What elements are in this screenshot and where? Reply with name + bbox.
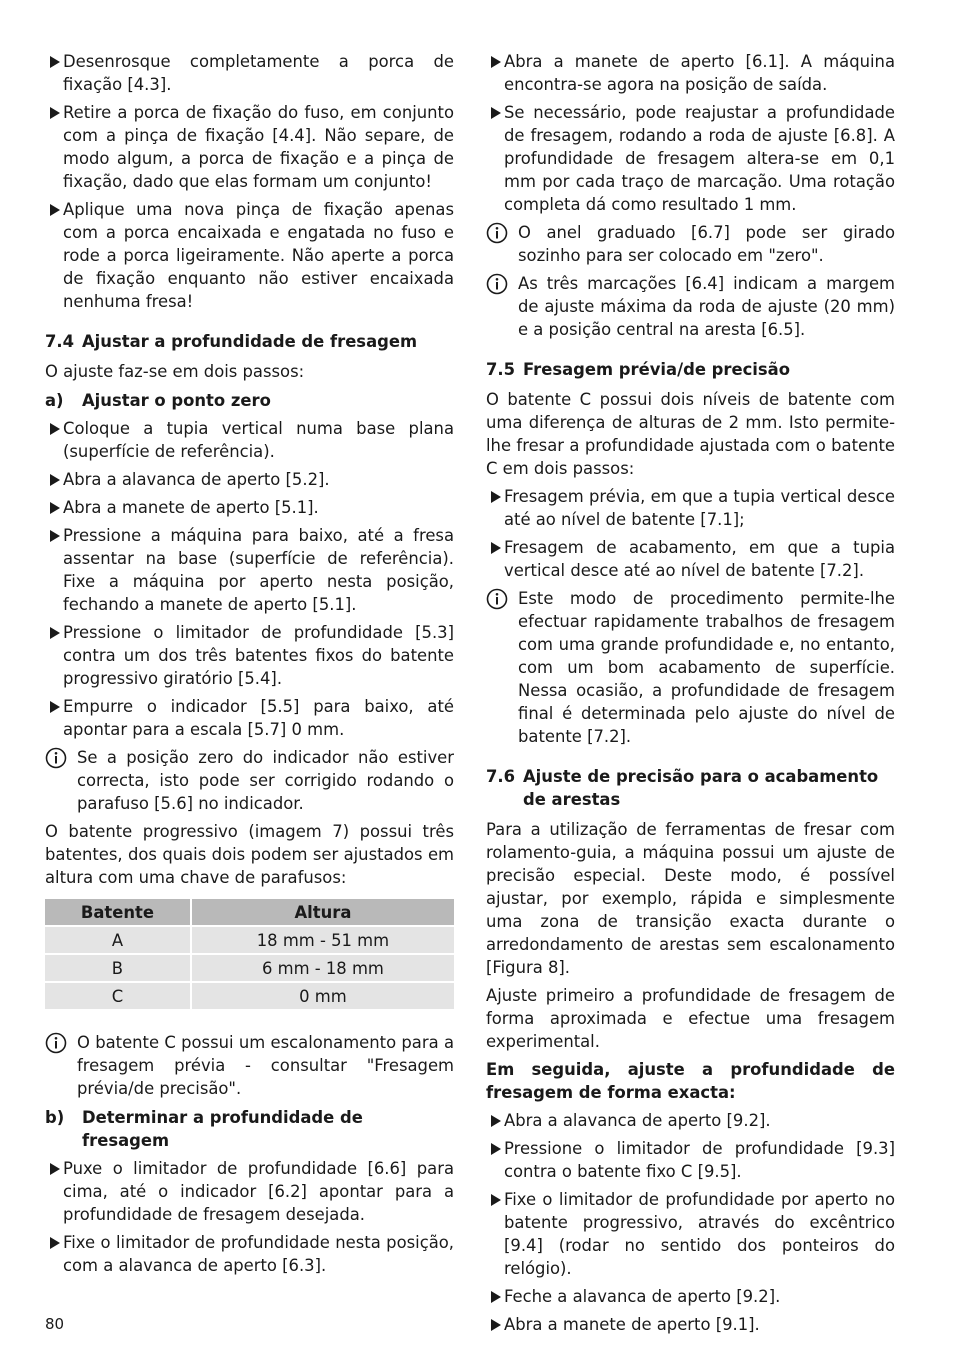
- section-title: Ajuste de precisão para o acabamento de arestas: [523, 767, 879, 809]
- table-cell: C: [45, 983, 190, 1009]
- info-icon: [486, 221, 518, 267]
- table-header-row: [45, 899, 454, 925]
- bullet-item: [45, 101, 454, 193]
- table-row: [45, 927, 454, 953]
- note-text: Este modo de procedimento permite-lhe efectuar rapidamente trabalhos de fresagem com uma grande profundidade e, no entanto, com um bom acabamento de superfície. Nessa ocasião, a profundidade de fresagem final é determinada pelo ajuste do nível de batente [7.2].: [518, 589, 895, 746]
- bullet-text: Abra a manete de aperto [6.1]. A máquina encontra-se agora na posição de saída.: [504, 52, 895, 94]
- paragraph: O ajuste faz-se em dois passos:: [45, 362, 305, 381]
- info-icon: [486, 272, 518, 341]
- triangle-bullet-icon: [45, 1157, 63, 1226]
- triangle-bullet-icon: [45, 468, 63, 491]
- bullet-item: [45, 1157, 454, 1226]
- paragraph: Ajuste primeiro a profundidade de fresagem de forma aproximada e efectue uma fresagem experimental.: [486, 986, 895, 1051]
- bullet-text: Coloque a tupia vertical numa base plana (superfície de referência).: [63, 419, 454, 461]
- page-number: 80: [45, 1315, 65, 1333]
- table-header: Altura: [192, 899, 454, 925]
- bullet-item: [45, 198, 454, 313]
- triangle-bullet-icon: [486, 101, 504, 216]
- section-number: 7.4: [45, 332, 75, 351]
- section-title: Fresagem prévia/de precisão: [523, 360, 790, 379]
- bullet-item: [486, 1109, 895, 1132]
- table-cell: 0 mm: [192, 983, 454, 1009]
- bold-paragraph: Em seguida, ajuste a profundidade de fresagem de forma exacta:: [486, 1060, 895, 1102]
- triangle-bullet-icon: [45, 496, 63, 519]
- bullet-item: [486, 50, 895, 96]
- bullet-text: Aplique uma nova pinça de fixação apenas com a porca encaixada e engatada no fuso e rode a porca ligeiramente. Não aperte a porca de fixação enquanto não estiver encaixada nenhuma fresa!: [63, 200, 454, 311]
- bullet-text: Retire a porca de fixação do fuso, em conjunto com a pinça de fixação [4.4]. Não separe, de modo algum, a porca de fixação e a pinça de fixação, dado que elas formam um conjunto!: [63, 103, 454, 191]
- section-number: 7.5: [486, 360, 516, 379]
- triangle-bullet-icon: [45, 417, 63, 463]
- bullet-item: [486, 101, 895, 216]
- triangle-bullet-icon: [45, 198, 63, 313]
- note-text: As três marcações [6.4] indicam a margem de ajuste máxima da roda de ajuste (20 mm) e a posição central na aresta [6.5].: [518, 274, 895, 339]
- triangle-bullet-icon: [486, 1313, 504, 1336]
- paragraph: O batente progressivo (imagem 7) possui três batentes, dos quais dois podem ser ajustados em altura com uma chave de parafusos:: [45, 822, 454, 887]
- note-text: O batente C possui um escalonamento para a fresagem prévia - consultar "Fresagem prévia/de precisão".: [77, 1033, 454, 1098]
- bullet-text: Puxe o limitador de profundidade [6.6] para cima, até o indicador [6.2] apontar para a profundidade de fresagem desejada.: [63, 1159, 454, 1224]
- bullet-item: [45, 468, 454, 491]
- bullet-item: [486, 1285, 895, 1308]
- triangle-bullet-icon: [45, 101, 63, 193]
- table-header: Batente: [45, 899, 190, 925]
- section-number: 7.6: [486, 767, 516, 786]
- bullet-text: Abra a alavanca de aperto [5.2].: [63, 470, 330, 489]
- info-note: [486, 272, 895, 341]
- triangle-bullet-icon: [486, 1109, 504, 1132]
- subheading-title: Ajustar o ponto zero: [82, 391, 271, 410]
- bullet-text: Fresagem de acabamento, em que a tupia vertical desce até ao nível de batente [7.2].: [504, 538, 895, 580]
- subheading-title: Determinar a profundidade de fresagem: [82, 1108, 363, 1150]
- triangle-bullet-icon: [45, 621, 63, 690]
- bullet-text: Abra a manete de aperto [5.1].: [63, 498, 319, 517]
- triangle-bullet-icon: [486, 1137, 504, 1183]
- subheading-a: [45, 389, 454, 412]
- bullet-item: [45, 621, 454, 690]
- table-cell: 6 mm - 18 mm: [192, 955, 454, 981]
- section-heading-7-6: [486, 765, 895, 811]
- note-text: O anel graduado [6.7] pode ser girado sozinho para ser colocado em "zero".: [518, 223, 895, 265]
- bullet-item: [486, 485, 895, 531]
- note-text: Se a posição zero do indicador não estiver correcta, isto pode ser corrigido rodando o parafuso [5.6] no indicador.: [77, 748, 454, 813]
- bullet-text: Abra a manete de aperto [9.1].: [504, 1315, 760, 1334]
- bullet-text: Empurre o indicador [5.5] para baixo, até apontar para a escala [5.7] 0 mm.: [63, 697, 454, 739]
- info-icon: [45, 1031, 77, 1100]
- info-note: [486, 587, 895, 748]
- section-title: Ajustar a profundidade de fresagem: [82, 332, 418, 351]
- bullet-item: [486, 1313, 895, 1336]
- bullet-item: [45, 1231, 454, 1277]
- triangle-bullet-icon: [486, 50, 504, 96]
- left-column: [45, 50, 454, 1282]
- bullet-item: [45, 695, 454, 741]
- bullet-text: Pressione o limitador de profundidade [5.3] contra um dos três batentes fixos do batente progressivo giratório [5.4].: [63, 623, 454, 688]
- bullet-item: [486, 1188, 895, 1280]
- paragraph: Para a utilização de ferramentas de fresar com rolamento-guia, a máquina possui um ajuste de precisão especial. Deste modo, é possível ajustar, por exemplo, rápida e simplesmente uma zona de transição exacta durante o arredondamento de arestas sem escalonamento [Figura 8].: [486, 820, 895, 977]
- paragraph: O batente C possui dois níveis de batente com uma diferença de alturas de 2 mm. Isto permite-lhe fresar a profundidade ajustada com o batente C em dois passos:: [486, 390, 895, 478]
- bullet-text: Pressione a máquina para baixo, até a fresa assentar na base (superfície de referência). Fixe a máquina por aperto nesta posição, fechando a manete de aperto [5.1].: [63, 526, 454, 614]
- bullet-item: [45, 524, 454, 616]
- triangle-bullet-icon: [45, 524, 63, 616]
- section-heading-7-5: [486, 358, 895, 381]
- bullet-text: Fresagem prévia, em que a tupia vertical desce até ao nível de batente [7.1];: [504, 487, 895, 529]
- table-row: [45, 955, 454, 981]
- bullet-item: [45, 496, 454, 519]
- table-cell: A: [45, 927, 190, 953]
- subheading-label: a): [45, 391, 64, 410]
- bullet-text: Feche a alavanca de aperto [9.2].: [504, 1287, 781, 1306]
- bullet-item: [486, 1137, 895, 1183]
- bullet-item: [486, 536, 895, 582]
- bullet-text: Desenrosque completamente a porca de fixação [4.3].: [63, 52, 454, 94]
- info-note: [45, 1031, 454, 1100]
- triangle-bullet-icon: [486, 536, 504, 582]
- triangle-bullet-icon: [45, 50, 63, 96]
- batente-table: [43, 897, 456, 1011]
- subheading-label: b): [45, 1108, 65, 1127]
- bullet-text: Fixe o limitador de profundidade nesta posição, com a alavanca de aperto [6.3].: [63, 1233, 454, 1275]
- info-icon: [486, 587, 518, 748]
- table-cell: B: [45, 955, 190, 981]
- table-cell: 18 mm - 51 mm: [192, 927, 454, 953]
- bullet-text: Se necessário, pode reajustar a profundidade de fresagem, rodando a roda de ajuste [6.8]. A profundidade de fresagem altera-se em 0,1 mm por cada traço de marcação. Uma rotação completa dá como resultado 1 mm.: [504, 103, 895, 214]
- bullet-item: [45, 417, 454, 463]
- bullet-text: Pressione o limitador de profundidade [9.3] contra o batente fixo C [9.5].: [504, 1139, 895, 1181]
- info-note: [45, 746, 454, 815]
- right-column: [486, 50, 895, 1341]
- bullet-text: Fixe o limitador de profundidade por aperto no batente progressivo, através do excêntrico [9.4] (rodar no sentido dos ponteiros do relógio).: [504, 1190, 895, 1278]
- subheading-b: [45, 1106, 454, 1152]
- triangle-bullet-icon: [45, 695, 63, 741]
- bullet-item: [45, 50, 454, 96]
- table-row: [45, 983, 454, 1009]
- section-heading-7-4: [45, 330, 454, 353]
- info-icon: [45, 746, 77, 815]
- bullet-text: Abra a alavanca de aperto [9.2].: [504, 1111, 771, 1130]
- triangle-bullet-icon: [486, 485, 504, 531]
- triangle-bullet-icon: [486, 1285, 504, 1308]
- triangle-bullet-icon: [486, 1188, 504, 1280]
- info-note: [486, 221, 895, 267]
- triangle-bullet-icon: [45, 1231, 63, 1277]
